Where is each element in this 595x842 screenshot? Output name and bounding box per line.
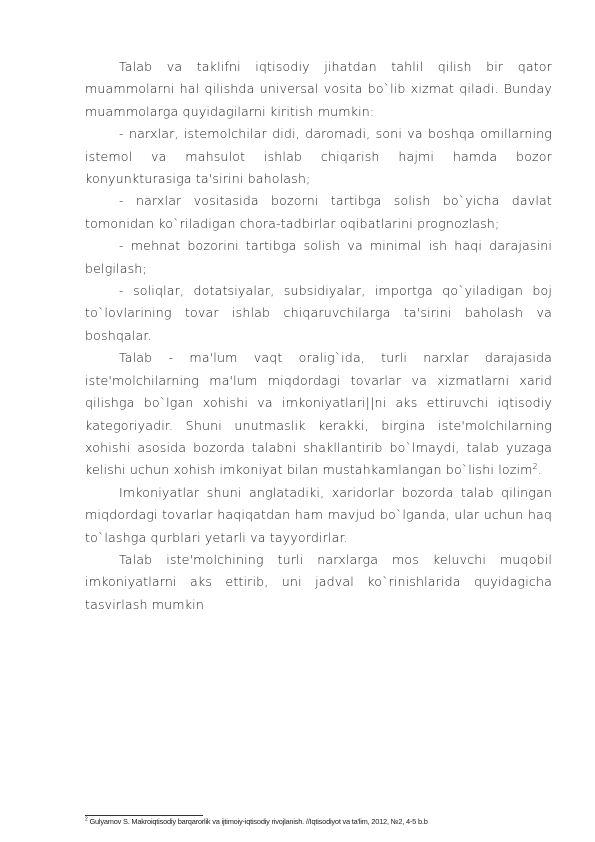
demand-definition-text: Talab - ma'lum vaqt oralig`ida, turli narxlar darajasida iste'molchilarning ma'lum miqdordagi tovarlar va xizmatlarni xarid qilishga bo`lgan xohishi va imkoniyatlari||ni aks ettiruvchi iqtisodiy kategoriyadir. Shuni unutmaslik kerakki, birgina iste'molchilarning xohishi asosida bozorda talabni shakllantirib bo`lmaydi, talab yuzaga kelishi uchun xohish imkoniyat bilan mustahkamlangan bo`lishi lozim bbox=[85, 350, 552, 478]
footnote-reference[interactable]: 2 bbox=[532, 462, 538, 472]
paragraph-bullet-regulation: - narxlar vositasida bozorni tartibga solish bo`yicha davlat tomonidan ko`riladigan chora-tadbirlar oqibatlarini prognozlash; bbox=[85, 193, 552, 231]
paragraph-table-intro: Talab iste'molchining turli narxlarga mos keluvchi muqobil imkoniyatlarni aks ettirib, uni jadval ko`rinishlarida quyidagicha tasvirlash mumkin bbox=[85, 551, 552, 612]
paragraph-intro: Talab va taklifni iqtisodiy jihatdan tahlil qilish bir qator muammolarni hal qilishda universal vosita bo`lib xizmat qiladi. Bunday muammolarga quyidagilarni kiritish mumkin: bbox=[85, 59, 552, 119]
paragraph-demand-definition: Talab - ma'lum vaqt oralig`ida, turli narxlar darajasida iste'molchilarning ma'lum miqdordagi tovarlar va xizmatlarni xarid qilishga bo`lgan xohishi va imkoniyatlari||ni aks ettiruvchi iqtisodiy kategoriyadir. Shuni unutmaslik kerakki, birgina iste'molchilarning xohishi asosida bozorda talabni shakllantirib bo`lmaydi, talab yuzaga kelishi uchun xohish imkoniyat bilan mustahkamlangan bo`lishi lozim$^2$. bbox=[85, 350, 552, 478]
footnote bbox=[85, 817, 552, 827]
footnote-divider bbox=[85, 815, 203, 816]
paragraph-bullet-labor: - mehnat bozorini tartibga solish va minimal ish haqi darajasini belgilash; bbox=[85, 238, 552, 276]
paragraph-possibilities: Imkoniyatlar shuni anglatadiki, xaridorlar bozorda talab qilingan miqdordagi tovarlar haqiqatdan ham mavjud bo`lganda, ular uchun haq to`lashga qurblari yetarli va tayyordirlar. bbox=[85, 484, 552, 545]
footnote-marker: 2 bbox=[85, 816, 88, 823]
footnote-text: Gulyamov S. Makroiqtisodiy barqarorlik va ijtimoiy-iqtisodiy rivojlanish. //Iqtisodiyot va ta'lim, 2012, №2, 4-5 b.b bbox=[89, 817, 428, 826]
paragraph-bullet-prices: - narxlar, istemolchilar didi, daromadi, soni va boshqa omillarning istemol va mahsulot ishlab chiqarish hajmi hamda bozor konyunkturasiga ta'sirini baholash; bbox=[85, 126, 552, 187]
paragraph-bullet-taxes: - soliqlar, dotatsiyalar, subsidiyalar, importga qo`yiladigan boj to`lovlarining tovar ishlab chiqaruvchilarga ta'sirini baholash va boshqalar. bbox=[85, 283, 552, 343]
body-text bbox=[85, 56, 552, 616]
